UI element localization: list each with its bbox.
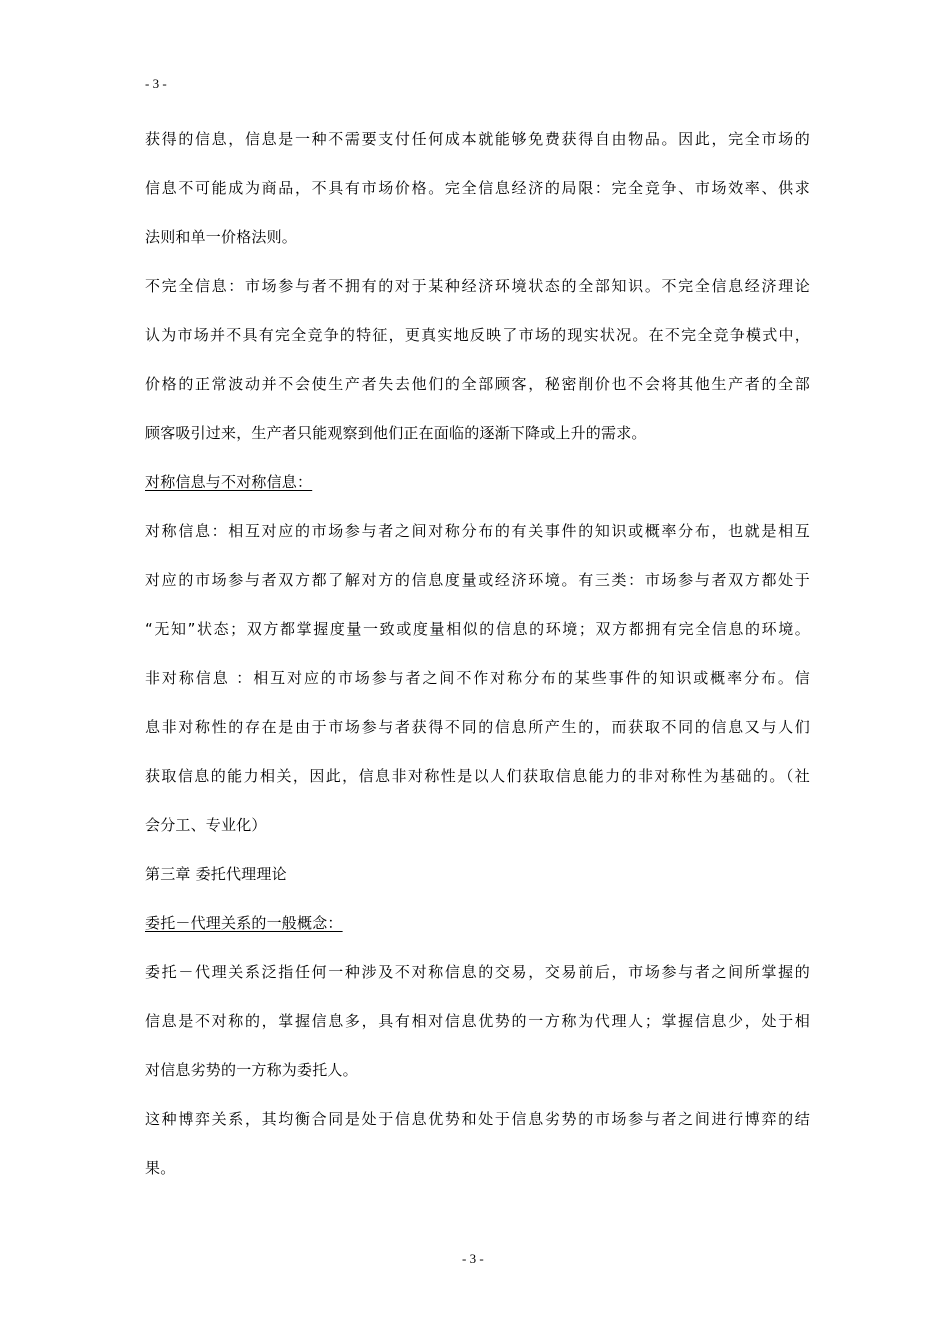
- text-line: 认为市场并不具有完全竞争的特征，更真实地反映了市场的现实状况。在不完全竞争模式中，: [145, 326, 810, 344]
- paragraph-symmetric-info: [145, 519, 810, 641]
- text-line: 信息不可能成为商品，不具有市场价格。完全信息经济的局限：完全竞争、市场效率、供求: [145, 179, 810, 197]
- text-line: 果。: [145, 1159, 176, 1177]
- footer-page-number: - 3 -: [462, 1251, 484, 1266]
- text-line: 这种博弈关系，其均衡合同是处于信息优势和处于信息劣势的市场参与者之间进行博弈的结: [145, 1110, 810, 1128]
- paragraph-game-relation: [145, 1107, 810, 1180]
- text-line: 信息是不对称的，掌握信息多，具有相对信息优势的一方称为代理人；掌握信息少，处于相: [145, 1012, 810, 1030]
- text-line: 对称信息：相互对应的市场参与者之间对称分布的有关事件的知识或概率分布，也就是相互: [145, 522, 810, 540]
- document-body: [145, 127, 810, 1180]
- paragraph-complete-info: [145, 127, 810, 249]
- text-line: 非对称信息 ：相互对应的市场参与者之间不作对称分布的某些事件的知识或概率分布。信: [145, 669, 810, 687]
- text-line: 息非对称性的存在是由于市场参与者获得不同的信息所产生的，而获取不同的信息又与人们: [145, 718, 810, 736]
- chapter-title: 第三章 委托代理理论: [145, 865, 287, 883]
- text-line: “无知”状态；双方都掌握度量一致或度量相似的信息的环境；双方都拥有完全信息的环境。: [145, 620, 810, 638]
- text-line: 法则和单一价格法则。: [145, 228, 298, 246]
- text-line: 对信息劣势的一方称为委托人。: [145, 1061, 358, 1079]
- text-line: 顾客吸引过来，生产者只能观察到他们正在面临的逐渐下降或上升的需求。: [145, 424, 647, 442]
- text-line: 获得的信息，信息是一种不需要支付任何成本就能够免费获得自由物品。因此，完全市场的: [145, 130, 810, 148]
- text-line: 会分工、专业化）: [145, 816, 267, 834]
- text-line: 委托－代理关系泛指任何一种涉及不对称信息的交易，交易前后，市场参与者之间所掌握的: [145, 963, 810, 981]
- section-heading-principal-agent: 委托－代理关系的一般概念：: [145, 914, 343, 932]
- text-line: 价格的正常波动并不会使生产者失去他们的全部顾客，秘密削价也不会将其他生产者的全部: [145, 375, 810, 393]
- text-line: 不完全信息：市场参与者不拥有的对于某种经济环境状态的全部知识。不完全信息经济理论: [145, 277, 810, 295]
- paragraph-incomplete-info: [145, 274, 810, 445]
- header-page-number: - 3 -: [145, 76, 167, 91]
- paragraph-principal-agent: [145, 960, 810, 1082]
- section-heading-symmetric-info: 对称信息与不对称信息：: [145, 473, 313, 491]
- text-line: 对应的市场参与者双方都了解对方的信息度量或经济环境。有三类：市场参与者双方都处于: [145, 571, 810, 589]
- text-line: 获取信息的能力相关，因此，信息非对称性是以人们获取信息能力的非对称性为基础的。（社: [145, 767, 810, 785]
- paragraph-asymmetric-info: [145, 666, 810, 837]
